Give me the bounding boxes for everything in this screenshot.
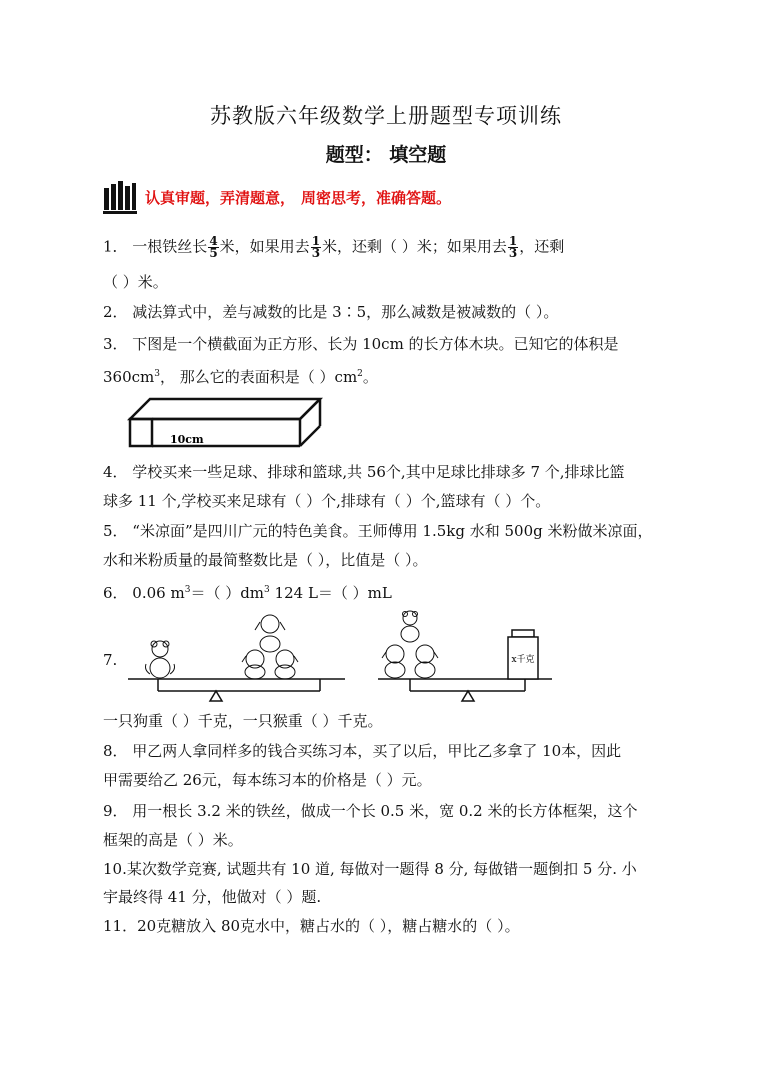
instruction-banner <box>103 180 451 214</box>
banner-text-a: 认真审题，弄清题意， <box>145 188 296 207</box>
question-5-line1: 5． “米凉面”是四川广元的特色美食。王师傅用 1.5kg 水和 500g 米粉做米凉面， <box>103 522 653 540</box>
question-10-line2: 宇最终得 41 分，他做对（ ）题. <box>103 888 322 906</box>
dogs-stack-icon <box>242 615 298 679</box>
books-icon <box>103 180 137 214</box>
question-11: 11．20克糖放入 80克水中，糖占水的（ ），糖占糖水的（ ）。 <box>103 917 520 935</box>
page-subtitle: 题型： 填空题 <box>325 144 447 166</box>
question-10-line1: 10.某次数学竞赛, 试题共有 10 道, 每做对一题得 8 分, 每做错一题倒扣 5 分. 小 <box>103 860 637 878</box>
question-3-line2: $360cm^3$， 那么它的表面积是（ ）$cm^2$。 <box>103 368 378 386</box>
question-7-answer: 一只狗重（ ）千克，一只猴重（ ）千克。 <box>103 712 383 730</box>
weight-label: x千克 <box>511 655 535 665</box>
question-9-line1: 9． 用一根长 3.2 米的铁丝，做成一个长 0.5 米，宽 0.2 米的长方体框架，这个 <box>103 802 638 820</box>
question-1-cont: （ ）米。 <box>103 273 168 291</box>
question-2: 2． 减法算式中，差与减数的比是 3∶5，那么减数是被减数的（ ）。 <box>103 303 559 321</box>
question-5-line2: 水和米粉质量的最简整数比是（ ），比值是（ ）。 <box>103 551 428 569</box>
banner-text-b: 周密思考，准确答题。 <box>301 188 452 207</box>
fraction-1-3-b: $\frac{1}{3}$ <box>508 234 518 260</box>
monkey-on-dogs-icon <box>382 611 438 678</box>
question-4-line2: 球多 11 个,学校买来足球有（ ）个,排球有（ ）个,篮球有（ ）个。 <box>103 492 551 510</box>
left-balance-scale <box>128 615 345 701</box>
monkey-icon <box>146 641 175 678</box>
question-9-line2: 框架的高是（ ）米。 <box>103 831 243 849</box>
question-8-line2: 甲需要给乙 26元，每本练习本的价格是（ ）元。 <box>103 771 432 789</box>
question-3-line1: 3． 下图是一个横截面为正方形、长为 10cm 的长方体木块。已知它的体积是 <box>103 335 619 353</box>
question-1: 1． 一根铁丝长 $\frac{4}{5}$ 米，如果用去 $\frac{1}{3}$ 米，还剩（ ）米；如果用去 $\frac{1}{3}$ ，还剩 <box>103 234 565 260</box>
right-balance-scale <box>378 611 552 701</box>
balance-scales-figure <box>120 604 680 704</box>
question-7-number: 7. <box>103 651 118 669</box>
weight-block-icon <box>508 630 538 679</box>
fraction-4-5: $\frac{4}{5}$ <box>209 234 218 260</box>
cuboid-length-label: 10cm <box>170 433 204 446</box>
question-6: 6． 0.06 $m^3=$（ ）$dm^3$ 124 L＝（ ）mL <box>103 584 392 602</box>
cuboid-figure <box>125 394 335 452</box>
question-8-line1: 8． 甲乙两人拿同样多的钱合买练习本，买了以后，甲比乙多拿了 10本，因此 <box>103 742 622 760</box>
page-title: 苏教版六年级数学上册题型专项训练 <box>210 104 562 128</box>
question-4-line1: 4． 学校买来一些足球、排球和篮球,共 56个,其中足球比排球多 7 个,排球比篮 <box>103 463 625 481</box>
fraction-1-3: $\frac{1}{3}$ <box>311 234 321 260</box>
